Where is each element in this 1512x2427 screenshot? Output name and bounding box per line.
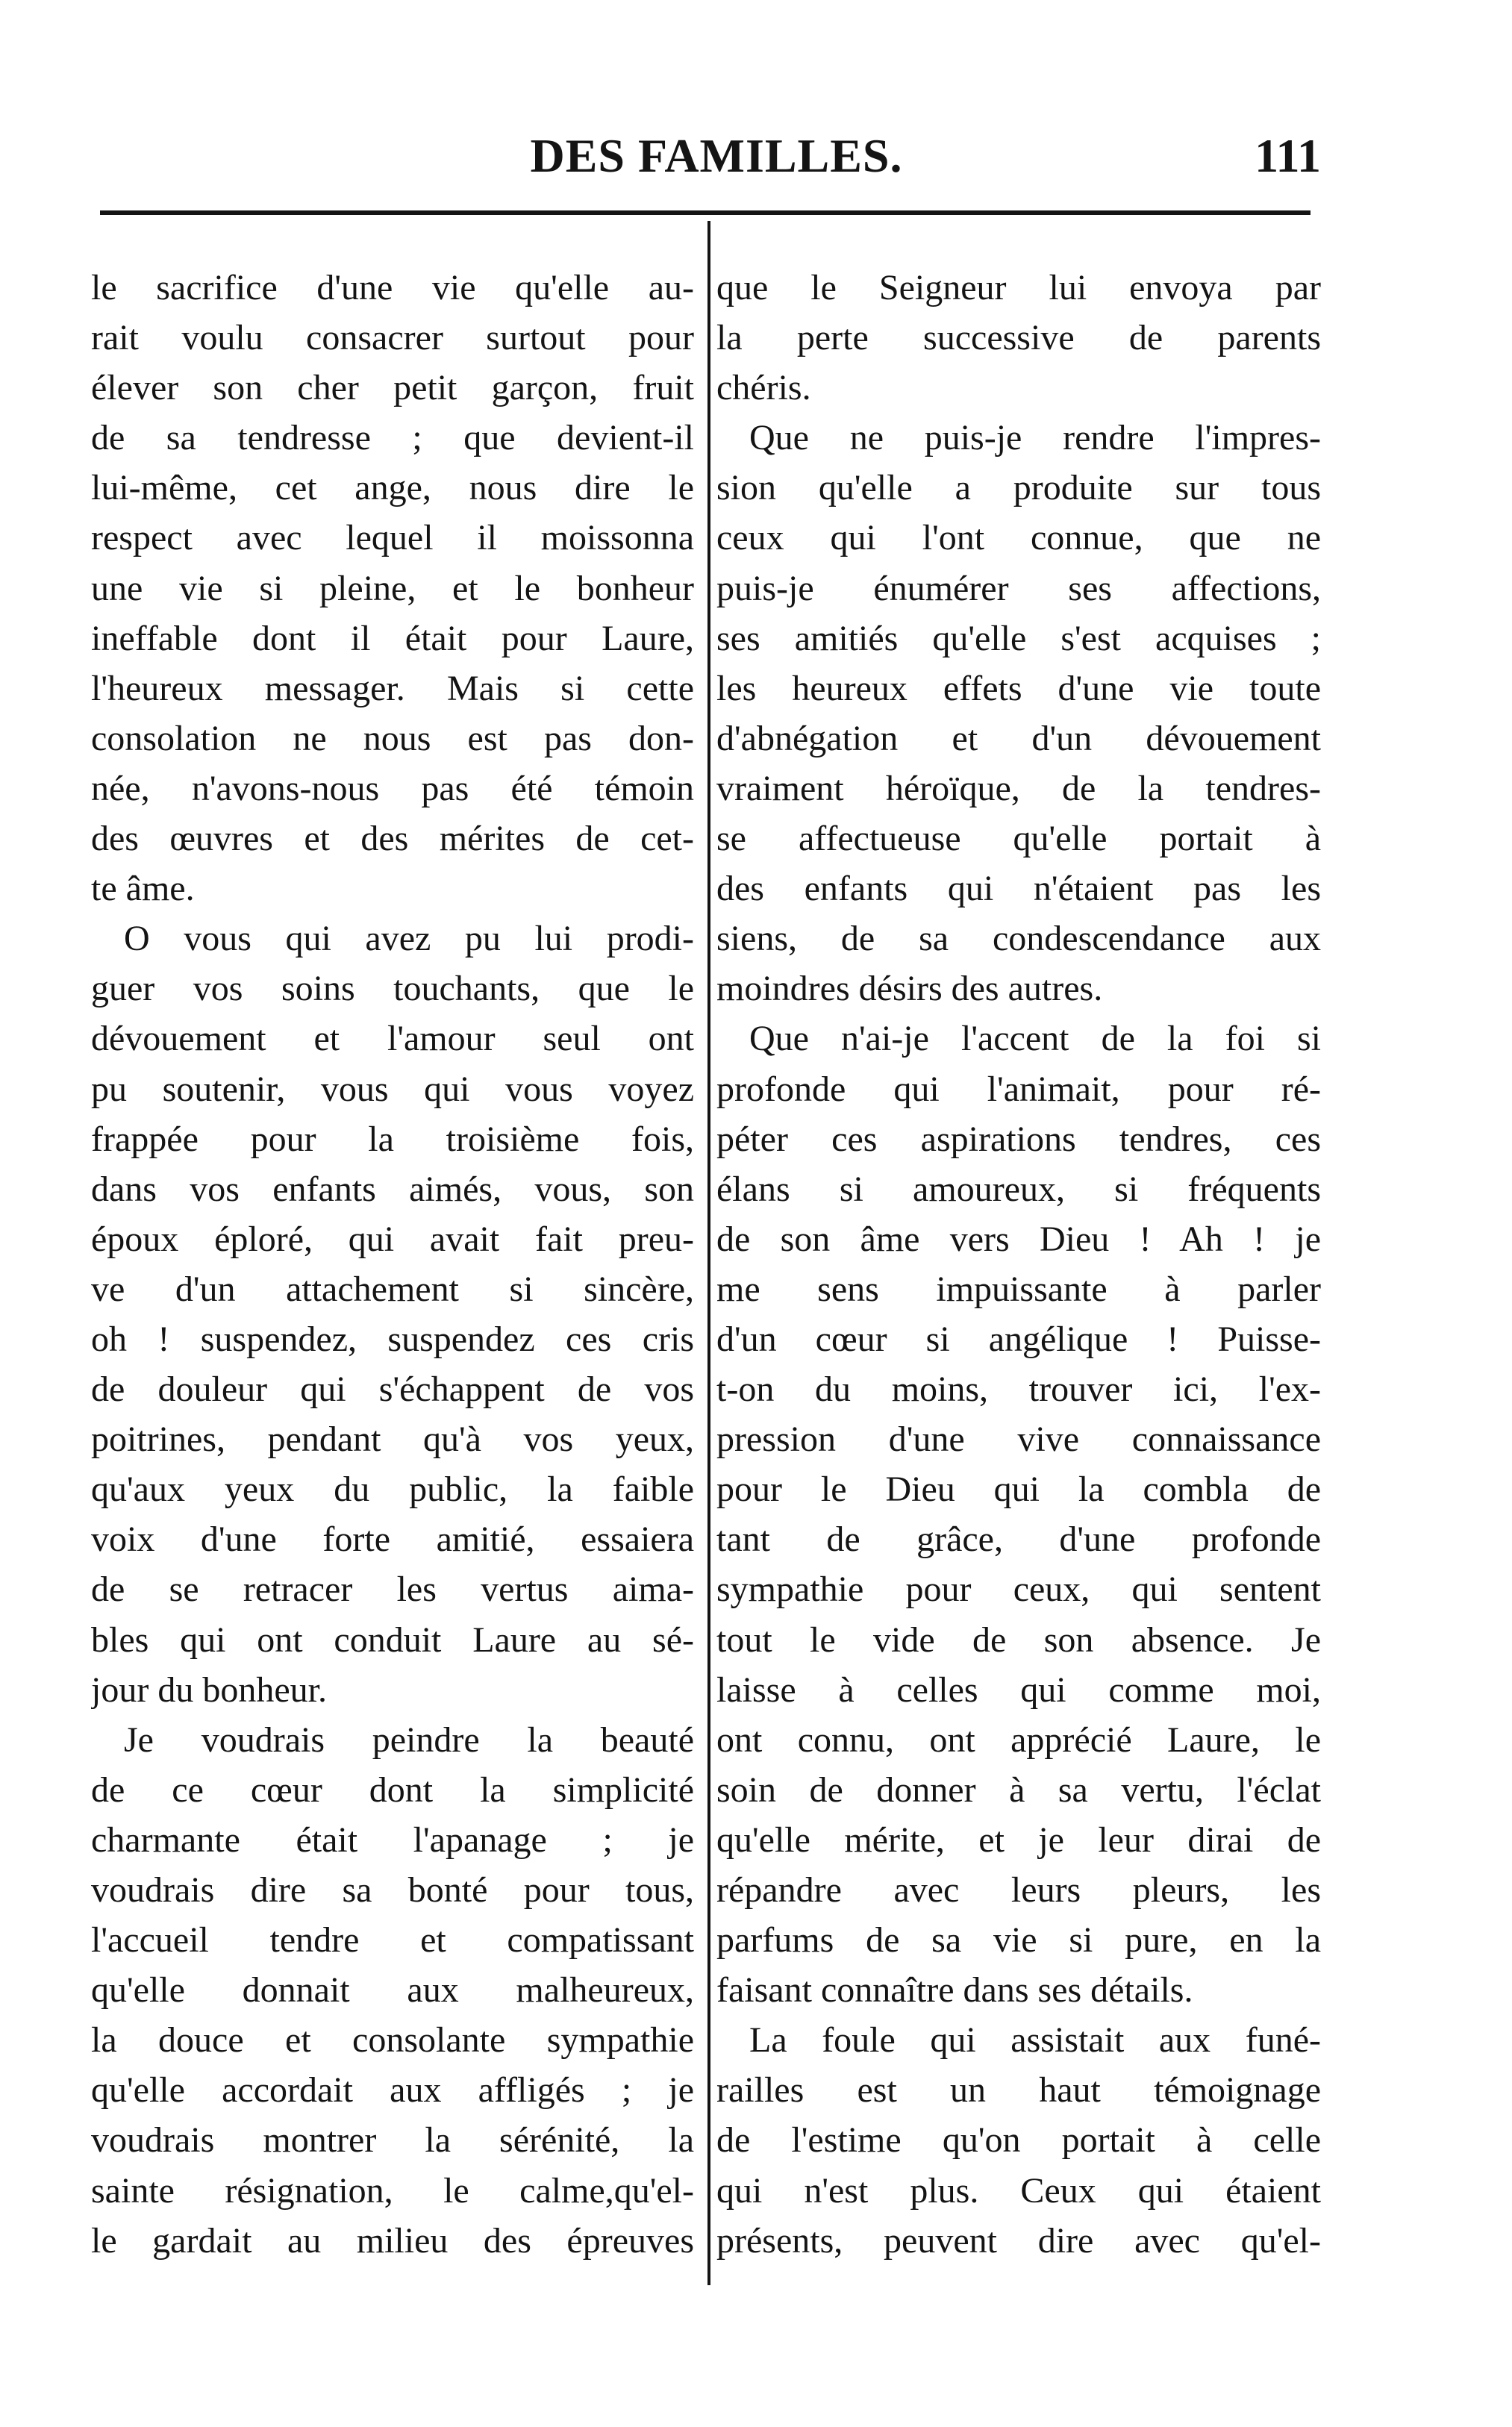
- text-line: puis-je énumérer ses affections,: [716, 568, 1321, 608]
- text-line: de sa tendresse ; que devient-il: [91, 418, 694, 458]
- text-line: née, n'avons-nous pas été témoin: [91, 768, 694, 808]
- text-line: tant de grâce, d'une profonde: [716, 1519, 1321, 1560]
- text-line: des enfants qui n'étaient pas les: [716, 869, 1321, 909]
- text-line: chéris.: [716, 368, 811, 408]
- text-line: que le Seigneur lui envoya par: [716, 268, 1321, 307]
- text-line: t-on du moins, trouver ici, l'ex-: [716, 1369, 1321, 1410]
- text-line: de se retracer les vertus aima-: [91, 1569, 694, 1610]
- text-line: la douce et consolante sympathie: [91, 2020, 694, 2061]
- text-line: ses amitiés qu'elle s'est acquises ;: [716, 618, 1321, 658]
- text-line: qu'aux yeux du public, la faible: [91, 1469, 694, 1510]
- text-line: le sacrifice d'une vie qu'elle au-: [91, 268, 694, 307]
- text-line: ve d'un attachement si sincère,: [91, 1269, 694, 1309]
- text-line: La foule qui assistait aux funé-: [749, 2020, 1321, 2061]
- text-line: frappée pour la troisième fois,: [91, 1119, 694, 1159]
- text-line: l'accueil tendre et compatissant: [91, 1920, 694, 1961]
- text-line: voudrais montrer la sérénité, la: [91, 2120, 694, 2161]
- text-line: la perte successive de parents: [716, 318, 1321, 358]
- header-rule: [100, 210, 1310, 215]
- text-line: bles qui ont conduit Laure au sé-: [91, 1619, 694, 1660]
- text-line: élans si amoureux, si fréquents: [716, 1169, 1321, 1209]
- text-line: respect avec lequel il moissonna: [91, 518, 694, 558]
- text-line: de douleur qui s'échappent de vos: [91, 1369, 694, 1410]
- text-line: jour du bonheur.: [91, 1669, 327, 1710]
- text-line: le gardait au milieu des épreuves: [91, 2220, 694, 2261]
- text-line: sainte résignation, le calme,qu'el-: [91, 2170, 694, 2211]
- text-line: qu'elle donnait aux malheureux,: [91, 1970, 694, 2011]
- text-line: présents, peuvent dire avec qu'el-: [716, 2220, 1321, 2261]
- text-line: me sens impuissante à parler: [716, 1269, 1321, 1309]
- text-line: voudrais dire sa bonté pour tous,: [91, 1870, 694, 1910]
- right-text-column: [716, 263, 1321, 2266]
- text-line: qu'elle mérite, et je leur dirai de: [716, 1820, 1321, 1860]
- text-line: poitrines, pendant qu'à vos yeux,: [91, 1419, 694, 1460]
- text-line: Que ne puis-je rendre l'impres-: [749, 418, 1321, 458]
- text-line: tout le vide de son absence. Je: [716, 1619, 1321, 1660]
- text-line: qui n'est plus. Ceux qui étaient: [716, 2170, 1321, 2211]
- text-line: ineffable dont il était pour Laure,: [91, 618, 694, 658]
- text-line: de l'estime qu'on portait à celle: [716, 2120, 1321, 2161]
- text-line: pression d'une vive connaissance: [716, 1419, 1321, 1460]
- text-line: de son âme vers Dieu ! Ah ! je: [716, 1219, 1321, 1259]
- text-line: voix d'une forte amitié, essaiera: [91, 1519, 694, 1560]
- text-line: lui-même, cet ange, nous dire le: [91, 468, 694, 508]
- text-line: O vous qui avez pu lui prodi-: [124, 919, 694, 959]
- text-line: Je voudrais peindre la beauté: [124, 1719, 694, 1760]
- text-line: moindres désirs des autres.: [716, 969, 1103, 1009]
- text-line: oh ! suspendez, suspendez ces cris: [91, 1319, 694, 1359]
- text-line: répandre avec leurs pleurs, les: [716, 1870, 1321, 1910]
- text-line: consolation ne nous est pas don-: [91, 718, 694, 758]
- text-line: de ce cœur dont la simplicité: [91, 1770, 694, 1810]
- text-line: profonde qui l'animait, pour ré-: [716, 1069, 1321, 1109]
- text-line: l'heureux messager. Mais si cette: [91, 668, 694, 708]
- text-line: péter ces aspirations tendres, ces: [716, 1119, 1321, 1159]
- text-line: faisant connaître dans ses détails.: [716, 1970, 1193, 2011]
- text-line: une vie si pleine, et le bonheur: [91, 568, 694, 608]
- text-line: parfums de sa vie si pure, en la: [716, 1920, 1321, 1961]
- text-line: laisse à celles qui comme moi,: [716, 1669, 1321, 1710]
- text-line: vraiment héroïque, de la tendres-: [716, 768, 1321, 808]
- text-line: rait voulu consacrer surtout pour: [91, 318, 694, 358]
- text-line: charmante était l'apanage ; je: [91, 1820, 694, 1860]
- text-line: sion qu'elle a produite sur tous: [716, 468, 1321, 508]
- left-text-column: [91, 263, 694, 2266]
- page-number: 111: [1255, 129, 1321, 182]
- text-line: dans vos enfants aimés, vous, son: [91, 1169, 694, 1209]
- text-line: se affectueuse qu'elle portait à: [716, 819, 1321, 859]
- text-line: élever son cher petit garçon, fruit: [91, 368, 694, 408]
- running-header-title: DES FAMILLES.: [530, 129, 903, 182]
- text-line: ceux qui l'ont connue, que ne: [716, 518, 1321, 558]
- text-line: soin de donner à sa vertu, l'éclat: [716, 1770, 1321, 1810]
- text-line: d'abnégation et d'un dévouement: [716, 718, 1321, 758]
- text-line: qu'elle accordait aux affligés ; je: [91, 2070, 694, 2111]
- column-divider: [707, 221, 710, 2285]
- text-line: te âme.: [91, 869, 195, 909]
- text-line: siens, de sa condescendance aux: [716, 919, 1321, 959]
- text-line: d'un cœur si angélique ! Puisse-: [716, 1319, 1321, 1359]
- text-line: sympathie pour ceux, qui sentent: [716, 1569, 1321, 1610]
- text-line: Que n'ai-je l'accent de la foi si: [749, 1019, 1321, 1059]
- text-line: les heureux effets d'une vie toute: [716, 668, 1321, 708]
- text-line: pu soutenir, vous qui vous voyez: [91, 1069, 694, 1109]
- text-line: guer vos soins touchants, que le: [91, 969, 694, 1009]
- text-line: ont connu, ont apprécié Laure, le: [716, 1719, 1321, 1760]
- text-line: dévouement et l'amour seul ont: [91, 1019, 694, 1059]
- text-line: railles est un haut témoignage: [716, 2070, 1321, 2111]
- text-line: époux éploré, qui avait fait preu-: [91, 1219, 694, 1259]
- text-line: pour le Dieu qui la combla de: [716, 1469, 1321, 1510]
- text-line: des œuvres et des mérites de cet-: [91, 819, 694, 859]
